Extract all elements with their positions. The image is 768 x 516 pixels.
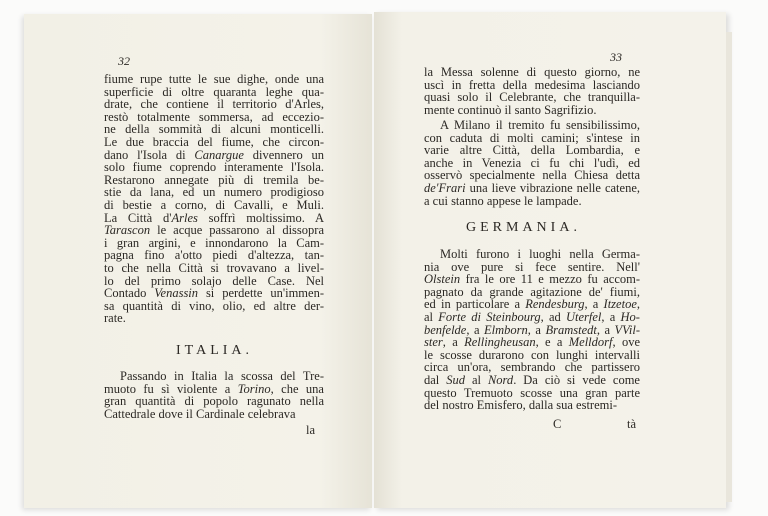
text-segment: solo fiume coprendo interamente l'Isola. — [104, 160, 324, 175]
text-segment: , che una — [270, 381, 324, 396]
italic-text: Sud — [446, 372, 465, 387]
text-line — [104, 408, 324, 421]
text-segment: quasi solo il Celebrante, che tranquilla- — [424, 90, 640, 105]
paragraph — [104, 370, 324, 420]
text-segment: lo del primo solajo delle Case. Nel — [104, 273, 324, 288]
text-segment: del nostro Emisfero, dalla sua estremi- — [424, 398, 617, 413]
text-segment: al — [424, 309, 439, 324]
text-segment: to che nella Città si trovavano a livel- — [104, 260, 324, 275]
text-segment: questo Tremuoto scosse una gran parte — [424, 385, 640, 400]
text-segment: sa quantità di vino, olio, ed altre der- — [104, 298, 324, 313]
italic-text: benfelde — [424, 322, 467, 337]
text-segment: pagna fino a'otto piedi d'altezza, tan- — [104, 248, 324, 263]
text-segment: varie altre Città, della Lombardia, e — [424, 143, 640, 158]
text-segment: ed in particolare a — [424, 297, 526, 312]
text-segment: circa un'ora, sembrando che partissero — [424, 360, 640, 375]
italic-text: Bramstedt — [545, 322, 597, 337]
text-segment: muoto fu sì violente a — [104, 381, 238, 396]
italic-text: Torino — [237, 381, 271, 396]
text-segment: i gran argini, e innondarono la Cam- — [104, 235, 324, 250]
text-segment: restò totalmente sommersa, ad eccezio- — [104, 109, 324, 124]
text-segment: , e a — [535, 335, 569, 350]
italic-text: Elmborn — [484, 322, 528, 337]
text-segment: Molti furono i luoghi nella Germa- — [440, 247, 640, 261]
text-segment: Le due braccia del fiume, che circon- — [104, 134, 324, 149]
text-segment: con caduta di molti camini; s'intese in — [424, 130, 640, 145]
text-segment: la Messa solenne di questo giorno, ne — [424, 65, 640, 79]
page-edge — [726, 32, 732, 502]
text-segment: di bestie a corno, di Cavalli, e Muli. — [104, 197, 324, 212]
paragraph — [424, 66, 640, 116]
italic-text: Arles — [171, 210, 198, 225]
section-heading-italia: ITALIA. — [176, 343, 254, 358]
page-number: 32 — [118, 54, 130, 68]
left-page — [24, 14, 372, 508]
text-segment: le acque passarono al dissopra — [150, 223, 324, 238]
catchword: la — [306, 423, 316, 437]
text-segment: , — [636, 297, 640, 312]
italic-text: de'Frari — [424, 180, 466, 195]
italic-text: Venassin — [154, 286, 199, 301]
italic-text: Melldorf — [568, 335, 613, 350]
text-segment: pagnato da grande agitazione de' fiumi, — [424, 284, 640, 299]
catchword: tà — [627, 417, 637, 431]
italic-text: Olstein — [424, 272, 461, 287]
italic-text: Itzetoe — [603, 297, 637, 312]
paragraph — [424, 248, 640, 412]
text-segment: ne della sommità di alcuni monticelli. — [104, 122, 324, 137]
text-segment: dal — [424, 372, 447, 387]
text-segment: , a — [601, 309, 621, 324]
text-segment: , a — [596, 322, 615, 337]
paragraph — [104, 73, 324, 325]
italic-text: Tarascon — [104, 223, 151, 238]
text-segment: anche in Venezia ci fu chi l'udì, ed — [424, 155, 640, 170]
text-segment: Cattedrale dove il Cardinale celebrava — [104, 406, 296, 421]
text-segment: stie da lana, ed un numero prodigioso — [104, 185, 324, 200]
text-segment: drate, che contiene il territorio d'Arles, — [104, 97, 324, 112]
text-segment: osservò specialmente nella Chiesa detta — [424, 168, 640, 183]
text-segment: . Da ciò si vede come — [513, 372, 640, 387]
text-segment: , a — [527, 322, 546, 337]
text-segment: mente continuò il santo Sagrifizio. — [424, 102, 597, 117]
italic-text: Forte di Steinbourg — [438, 309, 541, 324]
text-line — [104, 300, 324, 313]
italic-text: Nord — [487, 372, 514, 387]
text-segment: gran quantità di popolo ragunato nella — [104, 394, 324, 409]
text-segment: superficie di oltre quaranta leghe qua- — [104, 84, 324, 99]
text-segment: fiume rupe tutte le sue dighe, onde una — [104, 72, 324, 86]
text-segment: , ad — [540, 309, 566, 324]
text-segment: , ove — [612, 335, 640, 350]
text-segment: nia ove pure si fece sentire. Nell' — [424, 259, 640, 274]
text-segment: fra le ore 11 e mezzo fu accom- — [460, 272, 640, 287]
text-segment: Restarono annegate più di tremila be- — [104, 172, 324, 187]
text-segment: una lieve vibrazione nelle catene, — [465, 180, 640, 195]
italic-text: ster — [424, 335, 443, 350]
text-segment: le scosse durarono con lunghi intervalli — [424, 347, 640, 362]
italic-text: Canargue — [194, 147, 244, 162]
text-segment: Passando in Italia la scossa del Tre- — [120, 369, 324, 383]
text-segment: divennero un — [243, 147, 325, 162]
text-segment: soffrì moltissimo. A — [197, 210, 324, 225]
text-segment: si perdette un'immen- — [198, 286, 324, 301]
text-line — [424, 104, 640, 117]
text-segment: , a — [442, 335, 465, 350]
text-segment: a cui stanno appese le lampade. — [424, 193, 582, 208]
italic-text: Rendesburg — [525, 297, 585, 312]
text-segment: , a — [584, 297, 604, 312]
text-segment: La Città d' — [104, 210, 172, 225]
text-segment: al — [464, 372, 488, 387]
text-segment: rate. — [104, 311, 126, 326]
italic-text: Ho- — [620, 309, 640, 324]
section-heading-germania: GERMANIA. — [466, 220, 581, 235]
text-line — [104, 312, 324, 325]
right-page — [374, 12, 726, 508]
text-segment: dano l'Isola di — [104, 147, 195, 162]
italic-text: Rellingheusan — [464, 335, 536, 350]
text-line — [424, 195, 640, 208]
text-segment: A Milano il tremito fu sensibilissimo, — [440, 118, 640, 132]
paragraph — [424, 119, 640, 207]
text-segment: , a — [466, 322, 485, 337]
signature-mark: C — [553, 417, 562, 431]
text-segment: uscì in fretta della medesima lasciando — [424, 77, 640, 92]
text-line — [424, 399, 640, 412]
text-segment: Contado — [104, 286, 155, 301]
page-number: 33 — [610, 50, 622, 64]
italic-text: VVil- — [614, 322, 640, 337]
italic-text: Uterfel — [565, 309, 602, 324]
